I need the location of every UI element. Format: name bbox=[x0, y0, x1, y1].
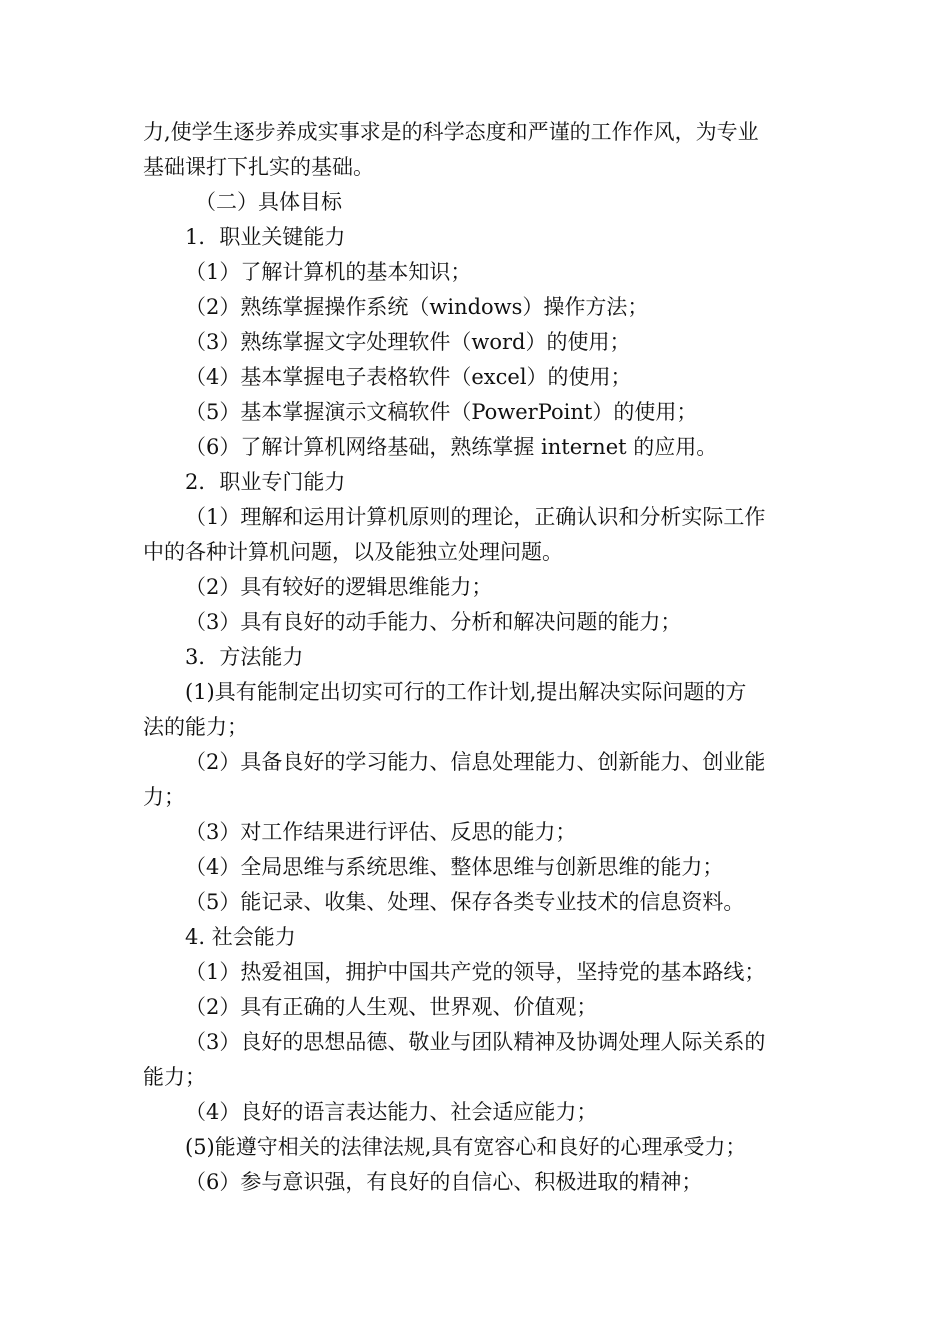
subsection-heading: 2．职业专门能力 bbox=[185, 470, 346, 494]
list-item-continuation: 中的各种计算机问题，以及能独立处理问题。 bbox=[143, 540, 563, 564]
paragraph-line: 基础课打下扎实的基础。 bbox=[143, 155, 374, 179]
list-item: （4）全局思维与系统思维、整体思维与创新思维的能力； bbox=[185, 855, 724, 879]
list-item-continuation: 法的能力； bbox=[143, 715, 248, 739]
list-item: （1）理解和运用计算机原则的理论，正确认识和分析实际工作 bbox=[185, 505, 766, 529]
list-item: （1）了解计算机的基本知识； bbox=[185, 260, 472, 284]
section-heading: （二）具体目标 bbox=[195, 190, 342, 214]
list-item: (5)能遵守相关的法律法规,具有宽容心和良好的心理承受力； bbox=[185, 1135, 747, 1159]
list-item: （5）基本掌握演示文稿软件（PowerPoint）的使用； bbox=[185, 400, 698, 424]
list-item: （2）熟练掌握操作系统（windows）操作方法； bbox=[185, 295, 649, 319]
document-body bbox=[143, 115, 815, 1200]
list-item: （2）具有正确的人生观、世界观、价值观； bbox=[185, 995, 598, 1019]
paragraph-line: 力,使学生逐步养成实事求是的科学态度和严谨的工作作风，为专业 bbox=[143, 120, 759, 144]
list-item: （2）具备良好的学习能力、信息处理能力、创新能力、创业能 bbox=[185, 750, 766, 774]
list-item: （1）热爱祖国，拥护中国共产党的领导，坚持党的基本路线； bbox=[185, 960, 766, 984]
subsection-heading: 4. 社会能力 bbox=[185, 925, 296, 949]
list-item: （6）参与意识强，有良好的自信心、积极进取的精神； bbox=[185, 1170, 703, 1194]
list-item: （4）良好的语言表达能力、社会适应能力； bbox=[185, 1100, 598, 1124]
list-item: （4）基本掌握电子表格软件（excel）的使用； bbox=[185, 365, 632, 389]
list-item: （3）熟练掌握文字处理软件（word）的使用； bbox=[185, 330, 631, 354]
list-item: (1)具有能制定出切实可行的工作计划,提出解决实际问题的方 bbox=[185, 680, 747, 704]
list-item-continuation: 能力； bbox=[143, 1065, 206, 1089]
list-item: （6）了解计算机网络基础，熟练掌握 internet 的应用。 bbox=[185, 435, 718, 459]
subsection-heading: 3．方法能力 bbox=[185, 645, 304, 669]
subsection-heading: 1．职业关键能力 bbox=[185, 225, 346, 249]
list-item: （3）良好的思想品德、敬业与团队精神及协调处理人际关系的 bbox=[185, 1030, 766, 1054]
list-item: （3）对工作结果进行评估、反思的能力； bbox=[185, 820, 577, 844]
list-item-continuation: 力； bbox=[143, 785, 185, 809]
list-item: （2）具有较好的逻辑思维能力； bbox=[185, 575, 493, 599]
list-item: （5）能记录、收集、处理、保存各类专业技术的信息资料。 bbox=[185, 890, 745, 914]
list-item: （3）具有良好的动手能力、分析和解决问题的能力； bbox=[185, 610, 682, 634]
